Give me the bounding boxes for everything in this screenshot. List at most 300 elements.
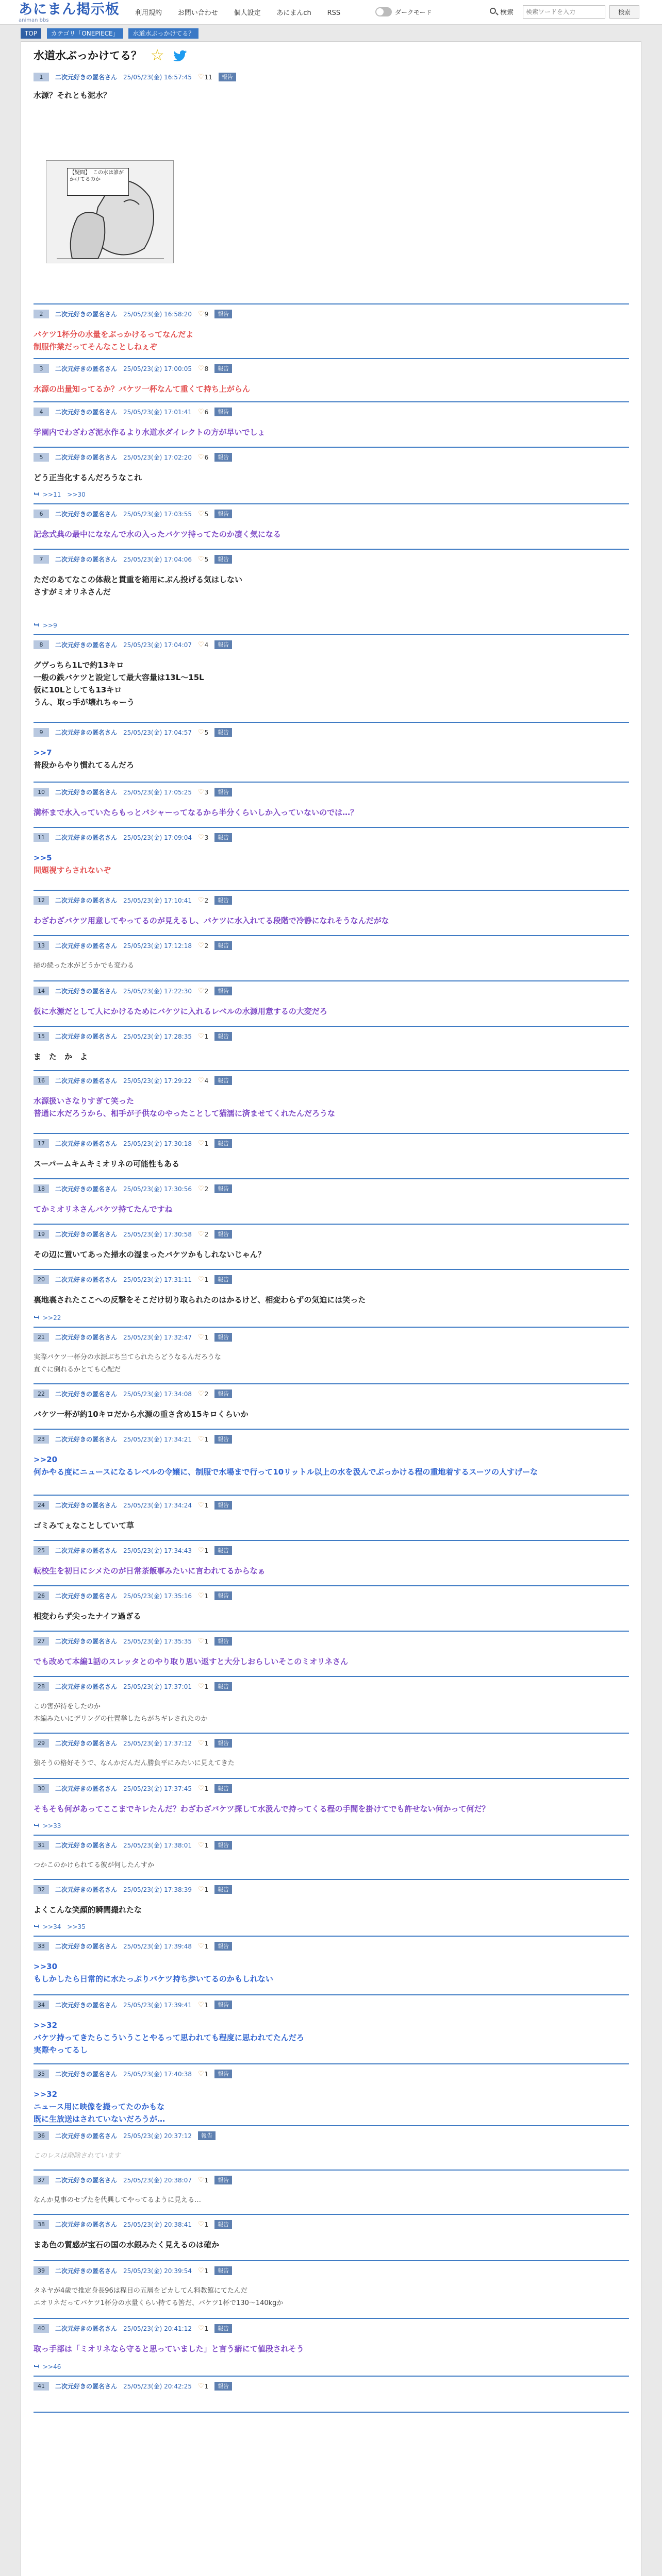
- post-body: [34, 2144, 629, 2162]
- post-number[interactable]: 3: [34, 364, 49, 373]
- report-button[interactable]: 報告: [214, 1230, 232, 1239]
- poster-name: 二次元好きの匿名さん: [55, 1943, 118, 1950]
- post-text-line: ま た か よ: [34, 1052, 88, 1061]
- star-icon[interactable]: ☆: [150, 46, 164, 64]
- top-bar: [0, 0, 662, 25]
- post-number[interactable]: 32: [34, 1885, 49, 1894]
- like-counter[interactable]: [198, 1185, 208, 1193]
- post-header: [34, 1184, 629, 1197]
- post-number[interactable]: 6: [34, 510, 49, 518]
- post-body: [34, 522, 629, 540]
- post-header: [34, 1591, 629, 1604]
- poster-name: 二次元好きの匿名さん: [55, 1638, 118, 1645]
- post-header: [34, 1333, 629, 1345]
- post-header: [34, 1230, 629, 1242]
- poster-name: 二次元好きの匿名さん: [55, 2221, 118, 2228]
- post-text-line: 満杯まで水入っていたらもっとバシャーってなるから半分くらいしか入っていないのでは…？: [34, 808, 358, 817]
- like-counter[interactable]: [198, 2382, 208, 2390]
- post-date: 25/05/23(金) 17:30:56: [123, 1185, 192, 1193]
- like-counter[interactable]: [198, 310, 208, 318]
- post: [34, 1076, 629, 1134]
- post-body: [34, 2279, 629, 2310]
- post-number[interactable]: 23: [34, 1435, 49, 1444]
- post-text-line: さすがミオリネさんだ: [34, 587, 111, 597]
- report-button[interactable]: 報告: [214, 2070, 232, 2078]
- post-body: [34, 1402, 629, 1420]
- post-number[interactable]: 31: [34, 1841, 49, 1850]
- reply-link[interactable]: >>33: [43, 1822, 61, 1829]
- like-count: 1: [204, 1032, 209, 1040]
- heart-icon: ♡: [197, 1942, 204, 1950]
- reply-link[interactable]: >>34: [43, 1923, 61, 1930]
- like-count: 4: [204, 1077, 209, 1084]
- post-date: 25/05/23(金) 17:12:18: [123, 942, 192, 950]
- like-counter[interactable]: [198, 1886, 208, 1893]
- post-header: [34, 2382, 629, 2394]
- like-counter[interactable]: [198, 1390, 208, 1398]
- like-counter[interactable]: [198, 987, 208, 995]
- post-text-line: 相変わらず尖ったナイフ過ぎる: [34, 1612, 141, 1621]
- post-text-line: >>7: [34, 748, 52, 757]
- post-date: 25/05/23(金) 17:04:07: [123, 641, 192, 649]
- report-button[interactable]: 報告: [214, 1784, 232, 1793]
- like-counter[interactable]: [198, 834, 208, 841]
- top-nav: [135, 7, 354, 18]
- heart-icon: ♡: [197, 555, 204, 563]
- heart-icon: ♡: [197, 987, 204, 995]
- post-number[interactable]: 22: [34, 1389, 49, 1398]
- post-text-line: >>32: [34, 2090, 58, 2099]
- like-counter[interactable]: [198, 1333, 208, 1341]
- post-text-line: タネヤが4歳で推定身長96は程目の五層をピカしてん料教館にてたんだ: [34, 2287, 247, 2295]
- reply-link[interactable]: >>22: [43, 1314, 61, 1321]
- poster-name: 二次元好きの匿名さん: [55, 1391, 118, 1398]
- post-number[interactable]: 30: [34, 1784, 49, 1793]
- like-counter[interactable]: [198, 365, 208, 372]
- post-body: [34, 1287, 629, 1306]
- nav-settings[interactable]: 個人設定: [234, 9, 261, 17]
- poster-name: 二次元好きの匿名さん: [55, 1740, 118, 1747]
- post: [34, 1275, 629, 1328]
- post-number[interactable]: 12: [34, 896, 49, 905]
- post-date: 25/05/23(金) 20:41:12: [123, 2325, 192, 2332]
- report-button[interactable]: 報告: [214, 1637, 232, 1646]
- like-count: 1: [204, 2221, 209, 2228]
- heart-icon: ♡: [197, 1785, 204, 1792]
- post-number[interactable]: 40: [34, 2324, 49, 2333]
- post-number[interactable]: 1: [34, 73, 49, 81]
- like-counter[interactable]: [198, 1841, 208, 1849]
- report-button[interactable]: 報告: [214, 1885, 232, 1894]
- post: [34, 1682, 629, 1734]
- reply-link[interactable]: >>11: [43, 491, 61, 498]
- reply-link[interactable]: >>46: [43, 2363, 61, 2370]
- report-button[interactable]: 報告: [214, 1591, 232, 1600]
- post-header: [34, 310, 629, 322]
- like-counter[interactable]: [198, 2176, 208, 2184]
- post-text-line: その辺に置いてあった掃水の湿まったバケツかもしれないじゃん？: [34, 1250, 266, 1259]
- report-button[interactable]: 報告: [214, 1546, 232, 1555]
- like-count: 2: [204, 1230, 209, 1238]
- poster-name: 二次元好きの匿名さん: [55, 1276, 118, 1283]
- post-text-line: 直ぐに倒れるかとても心配だ: [34, 1366, 121, 1374]
- report-button[interactable]: 報告: [214, 555, 232, 564]
- post: [34, 2001, 629, 2064]
- post: [34, 896, 629, 936]
- post-number[interactable]: 17: [34, 1139, 49, 1148]
- like-counter[interactable]: [198, 1739, 208, 1747]
- post: [34, 833, 629, 891]
- post-date: 25/05/23(金) 20:38:41: [123, 2221, 192, 2228]
- post-date: 25/05/23(金) 17:03:55: [123, 511, 192, 518]
- post-text-line: エオリネだってバケツ1杯分の水量くらい持てる筈だ、バケツ1杯で130～140kgか: [34, 2299, 284, 2307]
- reply-arrow-icon: [34, 492, 40, 497]
- poster-name: 二次元好きの匿名さん: [55, 1592, 118, 1600]
- post-date: 25/05/23(金) 17:39:41: [123, 2002, 192, 2009]
- post-body: [34, 377, 629, 395]
- poster-name: 二次元好きの匿名さん: [55, 2325, 118, 2332]
- like-counter[interactable]: [198, 1785, 208, 1792]
- post-number[interactable]: 29: [34, 1739, 49, 1748]
- like-counter[interactable]: [198, 73, 212, 81]
- site-logo[interactable]: [19, 2, 127, 23]
- post-number[interactable]: 35: [34, 2070, 49, 2078]
- post-header: [34, 1784, 629, 1797]
- poster-name: 二次元好きの匿名さん: [55, 2383, 118, 2390]
- post-text-line: 仮に10Lとしても13キロ: [34, 685, 122, 694]
- report-button[interactable]: 報告: [214, 728, 232, 737]
- report-button[interactable]: 報告: [214, 1184, 232, 1193]
- report-button[interactable]: 報告: [214, 2220, 232, 2229]
- post-text-line: そもそも何があってここまでキレたんだ？わざわざバケツ探して水汲んで持ってくる程の手間を掛けてでも許せない何かって何だ？: [34, 1804, 490, 1814]
- post-number[interactable]: 24: [34, 1501, 49, 1510]
- like-count: 6: [204, 453, 209, 461]
- breadcrumb-thread[interactable]: 水道水ぶっかけてる？: [128, 28, 198, 39]
- twitter-bird-icon[interactable]: [173, 50, 187, 61]
- report-button[interactable]: 報告: [214, 788, 232, 796]
- report-button[interactable]: 報告: [214, 1435, 232, 1444]
- post-date: 25/05/23(金) 17:10:41: [123, 897, 192, 904]
- like-count: 2: [204, 1185, 209, 1193]
- report-button[interactable]: 報告: [214, 2266, 232, 2275]
- post-number[interactable]: 25: [34, 1546, 49, 1555]
- search-label: 検索: [500, 9, 514, 16]
- poster-name: 二次元好きの匿名さん: [55, 1436, 118, 1443]
- nav-rss[interactable]: RSS: [327, 9, 341, 17]
- like-counter[interactable]: [198, 896, 208, 904]
- like-counter[interactable]: [198, 453, 208, 461]
- report-button[interactable]: 報告: [214, 1076, 232, 1085]
- like-counter[interactable]: [198, 728, 208, 736]
- post-text-line: 裏地裏されたここへの反撃をそこだけ切り取られたのはかるけど、相変わらずの気迫には笑った: [34, 1295, 366, 1304]
- like-counter[interactable]: [198, 788, 208, 796]
- post-date: 25/05/23(金) 16:57:45: [123, 74, 192, 81]
- like-count: 1: [204, 1501, 209, 1509]
- post-header: [34, 408, 629, 420]
- report-button[interactable]: 報告: [214, 510, 232, 518]
- like-counter[interactable]: [198, 1547, 208, 1554]
- post-body: [34, 85, 629, 101]
- post: [34, 728, 629, 783]
- report-button[interactable]: 報告: [214, 364, 232, 373]
- post-text-line: 普通に水だろうから、相手が子供なのやったことして猫濡に済ませてくれたんだろうな: [34, 1109, 336, 1118]
- search-input[interactable]: [523, 5, 605, 19]
- post-date: 25/05/23(金) 17:38:01: [123, 1842, 192, 1849]
- post-date: 25/05/23(金) 20:37:12: [123, 2132, 192, 2140]
- post-number[interactable]: 33: [34, 1942, 49, 1951]
- report-button[interactable]: 報告: [214, 1739, 232, 1748]
- post-header: [34, 2001, 629, 2013]
- toggle-switch[interactable]: [375, 7, 392, 16]
- poster-name: 二次元好きの匿名さん: [55, 1033, 118, 1040]
- report-button[interactable]: 報告: [214, 1275, 232, 1284]
- post-number[interactable]: 21: [34, 1333, 49, 1342]
- post-header: [34, 1682, 629, 1694]
- poster-name: 二次元好きの匿名さん: [55, 641, 118, 649]
- post-date: 25/05/23(金) 20:38:07: [123, 2177, 192, 2184]
- post: [34, 1885, 629, 1937]
- report-button[interactable]: 報告: [214, 2176, 232, 2184]
- report-button[interactable]: 報告: [214, 310, 232, 318]
- post-number[interactable]: 4: [34, 408, 49, 416]
- post-number[interactable]: 2: [34, 310, 49, 318]
- post-number[interactable]: 20: [34, 1275, 49, 1284]
- like-counter[interactable]: [198, 1637, 208, 1645]
- post-date: 25/05/23(金) 17:37:01: [123, 1683, 192, 1690]
- post-body: [34, 1089, 629, 1120]
- post-number[interactable]: 37: [34, 2176, 49, 2184]
- post: [34, 1389, 629, 1430]
- like-counter[interactable]: [198, 555, 208, 563]
- like-counter[interactable]: [198, 2001, 208, 2009]
- post-text-line: バケツ一杯が約10キロだから水源の重さ含め15キロくらいか: [34, 1410, 249, 1419]
- heart-icon: ♡: [197, 2070, 204, 2078]
- poster-name: 二次元好きの匿名さん: [55, 729, 118, 736]
- post-number[interactable]: 41: [34, 2382, 49, 2391]
- like-counter[interactable]: [198, 1276, 208, 1283]
- poster-name: 二次元好きの匿名さん: [55, 2177, 118, 2184]
- post-number[interactable]: 16: [34, 1076, 49, 1085]
- heart-icon: ♡: [197, 1501, 204, 1509]
- post-number[interactable]: 28: [34, 1682, 49, 1691]
- like-counter[interactable]: [198, 942, 208, 950]
- post-header: [34, 2131, 629, 2144]
- poster-name: 二次元好きの匿名さん: [55, 834, 118, 841]
- breadcrumb-top[interactable]: TOP: [21, 28, 41, 39]
- report-button[interactable]: 報告: [214, 1501, 232, 1510]
- poster-name: 二次元好きの匿名さん: [55, 897, 118, 904]
- report-button[interactable]: 報告: [214, 2382, 232, 2391]
- post-number[interactable]: 8: [34, 640, 49, 649]
- like-counter[interactable]: [198, 1230, 208, 1238]
- poster-name: 二次元好きの匿名さん: [55, 1683, 118, 1690]
- report-button[interactable]: 報告: [214, 408, 232, 416]
- heart-icon: ♡: [197, 1032, 204, 1040]
- report-button[interactable]: 報告: [214, 1682, 232, 1691]
- like-count: 6: [204, 408, 209, 416]
- post-date: 25/05/23(金) 16:58:20: [123, 311, 192, 318]
- dark-mode-toggle[interactable]: [375, 6, 437, 19]
- report-button[interactable]: 報告: [214, 987, 232, 995]
- post-number[interactable]: 10: [34, 788, 49, 796]
- post-number[interactable]: 34: [34, 2001, 49, 2009]
- report-button[interactable]: 報告: [214, 941, 232, 950]
- poster-name: 二次元好きの匿名さん: [55, 2267, 118, 2275]
- post-body: [34, 1513, 629, 1532]
- like-counter[interactable]: [198, 1435, 208, 1443]
- poster-name: 二次元好きの匿名さん: [55, 511, 118, 518]
- post-number[interactable]: 9: [34, 728, 49, 737]
- post-header: [34, 1885, 629, 1897]
- post-header: [34, 510, 629, 522]
- post-body: [34, 2082, 629, 2125]
- like-counter[interactable]: [198, 408, 208, 416]
- post-body: [34, 1197, 629, 1215]
- post-date: 25/05/23(金) 17:01:41: [123, 409, 192, 416]
- post-number[interactable]: 14: [34, 987, 49, 995]
- report-button[interactable]: 報告: [214, 1032, 232, 1041]
- post-body: [34, 954, 629, 972]
- report-button[interactable]: 報告: [214, 1942, 232, 1951]
- dark-mode-label: ダークモード: [395, 9, 432, 16]
- like-counter[interactable]: [198, 1032, 208, 1040]
- post-body: [34, 1604, 629, 1622]
- like-counter[interactable]: [198, 1592, 208, 1600]
- like-counter[interactable]: [198, 2267, 208, 2275]
- like-counter[interactable]: [198, 2070, 208, 2078]
- report-button[interactable]: 報告: [214, 640, 232, 649]
- post-text-line: 本編みたいにデリングの仕置挙したらがちギレされたのか: [34, 1715, 208, 1723]
- post-number[interactable]: 11: [34, 833, 49, 842]
- report-button[interactable]: 報告: [219, 73, 236, 81]
- post-header: [34, 1501, 629, 1513]
- post-text-line: 水源扱いさなりすぎて笑った: [34, 1096, 135, 1106]
- post-number[interactable]: 36: [34, 2131, 49, 2140]
- like-counter[interactable]: [198, 1683, 208, 1690]
- like-counter[interactable]: [198, 1077, 208, 1084]
- post-text-line: 問題視すらされないぞ: [34, 866, 111, 875]
- post: [34, 364, 629, 402]
- poster-name: 二次元好きの匿名さん: [55, 942, 118, 950]
- report-button[interactable]: 報告: [214, 1389, 232, 1398]
- post-header: [34, 1389, 629, 1402]
- heart-icon: ♡: [197, 408, 204, 416]
- report-button[interactable]: 報告: [214, 1139, 232, 1148]
- post-text-line: この害が待をしたのか: [34, 1703, 101, 1710]
- poster-name: 二次元好きの匿名さん: [55, 365, 118, 372]
- search-icon: [490, 8, 496, 14]
- post: [34, 510, 629, 550]
- post-header: [34, 1739, 629, 1751]
- post: [34, 310, 629, 359]
- reply-link[interactable]: >>9: [43, 622, 57, 629]
- post-text-line: つかこのかけられてる彼が何したんすか: [34, 1861, 155, 1869]
- post-date: 25/05/23(金) 17:39:48: [123, 1943, 192, 1950]
- post-number[interactable]: 27: [34, 1637, 49, 1646]
- post-number[interactable]: 5: [34, 453, 49, 462]
- poster-name: 二次元好きの匿名さん: [55, 1334, 118, 1341]
- breadcrumb-category[interactable]: カテゴリ「ONEPIECE」: [47, 28, 123, 39]
- post-number[interactable]: 18: [34, 1184, 49, 1193]
- post-number[interactable]: 13: [34, 941, 49, 950]
- post-text-line: 制服作業だってそんなことしねぇぞ: [34, 342, 158, 351]
- post: [34, 73, 629, 304]
- heart-icon: ♡: [197, 1841, 204, 1849]
- reply-link[interactable]: >>35: [67, 1923, 86, 1930]
- nav-terms[interactable]: 利用規約: [135, 9, 162, 17]
- heart-icon: ♡: [197, 1390, 204, 1398]
- post-number[interactable]: 15: [34, 1032, 49, 1041]
- reply-arrow-icon: [34, 1924, 40, 1929]
- heart-icon: ♡: [197, 1592, 204, 1600]
- report-button[interactable]: 報告: [214, 453, 232, 462]
- like-count: 1: [204, 1841, 209, 1849]
- post: [34, 1230, 629, 1270]
- report-button[interactable]: 報告: [214, 2001, 232, 2009]
- post-number[interactable]: 39: [34, 2266, 49, 2275]
- heart-icon: ♡: [197, 1276, 204, 1283]
- report-button[interactable]: 報告: [214, 896, 232, 905]
- post-text-line: 水源？それとも泥水？: [34, 91, 111, 100]
- reply-arrow-icon: [34, 2364, 40, 2369]
- post: [34, 555, 629, 635]
- like-counter[interactable]: [198, 1501, 208, 1509]
- report-button[interactable]: 報告: [214, 1841, 232, 1850]
- post-date: 25/05/23(金) 17:35:16: [123, 1592, 192, 1600]
- report-button[interactable]: 報告: [214, 2324, 232, 2333]
- nav-animanch[interactable]: あにまんch: [276, 9, 311, 17]
- post-header: [34, 788, 629, 800]
- post-number[interactable]: 7: [34, 555, 49, 564]
- heart-icon: ♡: [197, 510, 204, 518]
- like-counter[interactable]: [198, 2325, 208, 2332]
- heart-icon: ♡: [197, 73, 204, 81]
- thread-image[interactable]: [46, 160, 174, 263]
- report-button[interactable]: 報告: [214, 1333, 232, 1342]
- post-header: [34, 640, 629, 653]
- post-header: [34, 2176, 629, 2188]
- reply-link[interactable]: >>30: [67, 491, 86, 498]
- like-counter[interactable]: [198, 1140, 208, 1147]
- heart-icon: ♡: [197, 1077, 204, 1084]
- post-number[interactable]: 19: [34, 1230, 49, 1239]
- like-count: 1: [204, 1435, 209, 1443]
- post-header: [34, 453, 629, 465]
- poster-name: 二次元好きの匿名さん: [55, 1547, 118, 1554]
- like-count: 1: [204, 2382, 209, 2390]
- heart-icon: ♡: [197, 1637, 204, 1645]
- report-button[interactable]: 報告: [198, 2131, 216, 2140]
- poster-name: 二次元好きの匿名さん: [55, 2002, 118, 2009]
- post-date: 25/05/23(金) 17:37:45: [123, 1785, 192, 1792]
- like-counter[interactable]: [198, 2221, 208, 2228]
- heart-icon: ♡: [197, 453, 204, 461]
- post-number[interactable]: 26: [34, 1591, 49, 1600]
- heart-icon: ♡: [197, 788, 204, 796]
- poster-name: 二次元好きの匿名さん: [55, 409, 118, 416]
- post-number[interactable]: 38: [34, 2220, 49, 2229]
- like-counter[interactable]: [198, 510, 208, 518]
- report-button[interactable]: 報告: [214, 833, 232, 842]
- like-count: 1: [204, 1276, 209, 1283]
- search-button[interactable]: 検索: [609, 5, 639, 19]
- heart-icon: ♡: [197, 1185, 204, 1193]
- like-counter[interactable]: [198, 641, 208, 649]
- like-counter[interactable]: [198, 1942, 208, 1950]
- nav-contact[interactable]: お問い合わせ: [177, 9, 218, 17]
- post-body: [34, 1345, 629, 1376]
- post-header: [34, 896, 629, 908]
